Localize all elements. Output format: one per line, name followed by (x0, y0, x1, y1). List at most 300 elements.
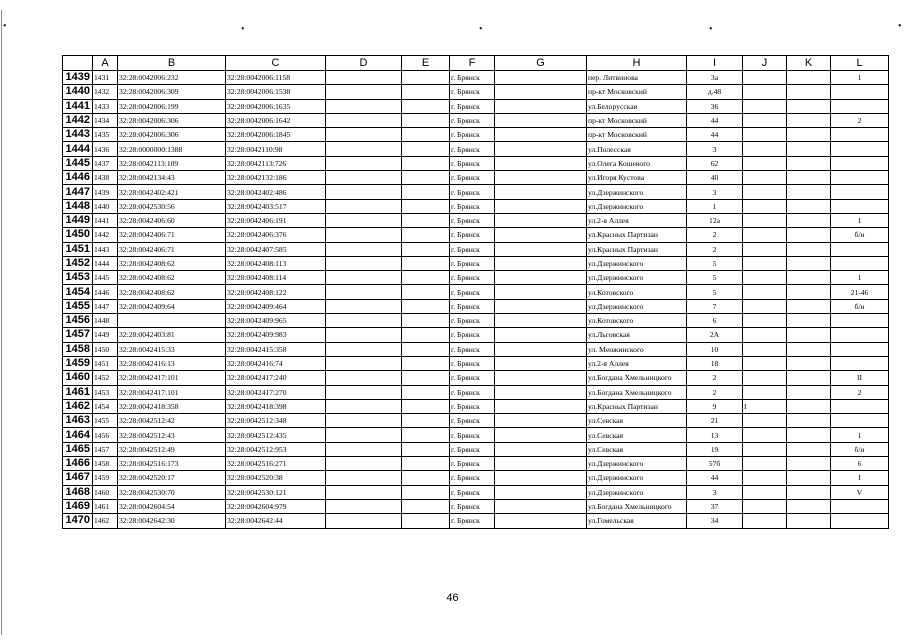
cell-col-h: ул. Менжинского (587, 342, 687, 356)
cell-col-j (743, 185, 787, 199)
cell-col-h: пр-кт Московский (587, 85, 687, 99)
cell-col-g (495, 385, 587, 399)
cell-col-g (495, 171, 587, 185)
cell-col-a: 1446 (93, 285, 118, 299)
cell-col-i: 36 (687, 99, 743, 113)
cell-col-h: ул.Красных Партизан (587, 242, 687, 256)
cell-col-i: 34 (687, 514, 743, 528)
table-row (63, 485, 889, 499)
cell-col-c: 32:28:0042110:98 (226, 142, 326, 156)
cell-col-l: II (831, 371, 889, 385)
table-row (63, 156, 889, 170)
cell-col-g (495, 471, 587, 485)
table-row (63, 399, 889, 413)
cell-col-h: ул.Красных Партизан (587, 228, 687, 242)
cell-col-g (495, 285, 587, 299)
table-row (63, 256, 889, 270)
cell-col-g (495, 228, 587, 242)
table-row (63, 371, 889, 385)
cell-col-b: 32:28:0042512:49 (118, 442, 226, 456)
cell-col-c: 32:28:0042006:1642 (226, 113, 326, 127)
table-row (63, 113, 889, 127)
cell-col-h: ул.Гомельская (587, 514, 687, 528)
table-row (63, 457, 889, 471)
cell-col-b: 32:28:0042006:309 (118, 85, 226, 99)
cell-col-l (831, 514, 889, 528)
cell-col-k (787, 428, 831, 442)
row-number-cell: 1447 (63, 185, 93, 199)
cell-col-k (787, 371, 831, 385)
cell-col-a: 1453 (93, 385, 118, 399)
cell-col-j (743, 85, 787, 99)
cell-col-c: 32:28:0042408:122 (226, 285, 326, 299)
cell-col-g (495, 185, 587, 199)
table-row (63, 442, 889, 456)
cell-col-e (402, 414, 450, 428)
cell-col-g (495, 314, 587, 328)
row-number-cell: 1469 (63, 499, 93, 513)
row-number-cell: 1443 (63, 128, 93, 142)
cell-col-h: ул.Полесская (587, 142, 687, 156)
cell-col-b: 32:28:0042415:33 (118, 342, 226, 356)
cell-col-j (743, 228, 787, 242)
row-number-cell: 1456 (63, 314, 93, 328)
cell-col-d (326, 356, 402, 370)
cell-col-e (402, 142, 450, 156)
cell-col-l (831, 414, 889, 428)
cell-col-b: 32:28:0000000:1388 (118, 142, 226, 156)
cell-col-i: 18 (687, 356, 743, 370)
cell-col-i: 2А (687, 328, 743, 342)
cell-col-h: ул.Дзержинского (587, 457, 687, 471)
page-number: 46 (446, 592, 459, 604)
cell-col-b: 32:28:0042006:199 (118, 99, 226, 113)
cell-col-h: ул.2-я Аллея (587, 213, 687, 227)
cell-col-e (402, 385, 450, 399)
cell-col-f: г. Брянск (450, 113, 495, 127)
cell-col-b: 32:28:0042113:109 (118, 156, 226, 170)
cell-col-i: 44 (687, 471, 743, 485)
cell-col-a: 1439 (93, 185, 118, 199)
cell-col-h: ул.Котовского (587, 285, 687, 299)
cell-col-k (787, 414, 831, 428)
cell-col-k (787, 285, 831, 299)
cell-col-e (402, 85, 450, 99)
cell-col-j (743, 499, 787, 513)
cell-col-l (831, 328, 889, 342)
cell-col-e (402, 113, 450, 127)
cell-col-c: 32:28:0042416:74 (226, 356, 326, 370)
cell-col-i: 2 (687, 371, 743, 385)
cell-col-b: 32:28:0042642:30 (118, 514, 226, 528)
cell-col-c: 32:28:0042418:398 (226, 399, 326, 413)
row-number-cell: 1462 (63, 399, 93, 413)
spreadsheet-table (62, 55, 889, 529)
cell-col-a: 1452 (93, 371, 118, 385)
cell-col-d (326, 299, 402, 313)
cell-col-l: 1 (831, 271, 889, 285)
cell-col-i: 10 (687, 342, 743, 356)
row-number-cell: 1452 (63, 256, 93, 270)
cell-col-k (787, 85, 831, 99)
corner-cell (63, 56, 93, 71)
cell-col-g (495, 442, 587, 456)
cell-col-b: 32:28:0042409:64 (118, 299, 226, 313)
cell-col-g (495, 399, 587, 413)
table-body (63, 71, 889, 529)
cell-col-l (831, 185, 889, 199)
scan-dot: • (709, 24, 713, 35)
cell-col-g (495, 213, 587, 227)
row-number-cell: 1460 (63, 371, 93, 385)
cell-col-b: 32:28:0042406:71 (118, 242, 226, 256)
cell-col-g (495, 256, 587, 270)
cell-col-b: 32:28:0042403:81 (118, 328, 226, 342)
cell-col-a: 1438 (93, 171, 118, 185)
cell-col-b: 32:28:0042604:54 (118, 499, 226, 513)
cell-col-j (743, 71, 787, 85)
column-header-k: K (787, 56, 831, 71)
cell-col-b: 32:28:0042006:306 (118, 113, 226, 127)
cell-col-e (402, 485, 450, 499)
cell-col-h: пр-кт Московский (587, 128, 687, 142)
row-number-cell: 1450 (63, 228, 93, 242)
cell-col-h: ул.Севская (587, 414, 687, 428)
cell-col-i: д.48 (687, 85, 743, 99)
cell-col-j (743, 199, 787, 213)
row-number-cell: 1448 (63, 199, 93, 213)
cell-col-k (787, 399, 831, 413)
cell-col-i: 19 (687, 442, 743, 456)
cell-col-e (402, 171, 450, 185)
cell-col-g (495, 142, 587, 156)
cell-col-a: 1433 (93, 99, 118, 113)
row-number-cell: 1442 (63, 113, 93, 127)
table-row (63, 385, 889, 399)
cell-col-a: 1442 (93, 228, 118, 242)
cell-col-k (787, 71, 831, 85)
table-row (63, 499, 889, 513)
cell-col-c: 32:28:0042516:271 (226, 457, 326, 471)
cell-col-b: 32:28:0042408:62 (118, 285, 226, 299)
column-header-l: L (831, 56, 889, 71)
cell-col-c: 32:28:0042132:186 (226, 171, 326, 185)
cell-col-f: г. Брянск (450, 356, 495, 370)
cell-col-a: 1459 (93, 471, 118, 485)
cell-col-h: ул.Дзержинского (587, 299, 687, 313)
cell-col-g (495, 457, 587, 471)
cell-col-i: 1 (687, 199, 743, 213)
row-number-cell: 1468 (63, 485, 93, 499)
row-number-cell: 1464 (63, 428, 93, 442)
cell-col-l: 21-46 (831, 285, 889, 299)
cell-col-e (402, 442, 450, 456)
table-row (63, 514, 889, 528)
cell-col-j (743, 328, 787, 342)
cell-col-d (326, 113, 402, 127)
cell-col-e (402, 285, 450, 299)
cell-col-e (402, 371, 450, 385)
cell-col-f: г. Брянск (450, 213, 495, 227)
table-row (63, 199, 889, 213)
table-row (63, 213, 889, 227)
cell-col-i: 37 (687, 499, 743, 513)
cell-col-h: ул.Богдана Хмельницкого (587, 371, 687, 385)
cell-col-h: ул.Богдана Хмельницкого (587, 499, 687, 513)
cell-col-f: г. Брянск (450, 142, 495, 156)
row-number-cell: 1451 (63, 242, 93, 256)
cell-col-f: г. Брянск (450, 314, 495, 328)
cell-col-e (402, 314, 450, 328)
cell-col-i: 3 (687, 485, 743, 499)
cell-col-c: 32:28:0042415:358 (226, 342, 326, 356)
cell-col-e (402, 514, 450, 528)
cell-col-j (743, 171, 787, 185)
cell-col-a: 1448 (93, 314, 118, 328)
cell-col-e (402, 185, 450, 199)
cell-col-e (402, 71, 450, 85)
cell-col-k (787, 342, 831, 356)
cell-col-f: г. Брянск (450, 199, 495, 213)
cell-col-j (743, 457, 787, 471)
row-number-cell: 1439 (63, 71, 93, 85)
cell-col-f: г. Брянск (450, 371, 495, 385)
cell-col-f: г. Брянск (450, 342, 495, 356)
cell-col-d (326, 156, 402, 170)
cell-col-e (402, 471, 450, 485)
row-number-cell: 1470 (63, 514, 93, 528)
cell-col-c: 32:28:0042417:240 (226, 371, 326, 385)
cell-col-h: ул.Дзержинского (587, 485, 687, 499)
cell-col-h: ул.Олега Кошевого (587, 156, 687, 170)
scan-dot: • (479, 24, 483, 35)
cell-col-h: ул.Дзержинского (587, 256, 687, 270)
cell-col-g (495, 242, 587, 256)
table-row (63, 328, 889, 342)
cell-col-c: 32:28:0042113:726 (226, 156, 326, 170)
cell-col-h: ул.Дзержинского (587, 199, 687, 213)
cell-col-l (831, 99, 889, 113)
cell-col-i: 3а (687, 71, 743, 85)
cell-col-k (787, 328, 831, 342)
cell-col-c: 32:28:0042409:983 (226, 328, 326, 342)
cell-col-g (495, 328, 587, 342)
cell-col-c: 32:28:0042512:348 (226, 414, 326, 428)
table-row (63, 285, 889, 299)
cell-col-e (402, 128, 450, 142)
cell-col-j (743, 256, 787, 270)
cell-col-j (743, 428, 787, 442)
cell-col-f: г. Брянск (450, 171, 495, 185)
scan-edge-line (1, 10, 2, 635)
table-row (63, 85, 889, 99)
column-header-d: D (326, 56, 402, 71)
row-number-cell: 1453 (63, 271, 93, 285)
cell-col-l (831, 199, 889, 213)
cell-col-a: 1457 (93, 442, 118, 456)
cell-col-l (831, 256, 889, 270)
cell-col-j (743, 128, 787, 142)
table-row (63, 299, 889, 313)
cell-col-g (495, 414, 587, 428)
cell-col-j (743, 285, 787, 299)
cell-col-j (743, 113, 787, 127)
cell-col-l (831, 399, 889, 413)
cell-col-i: 7 (687, 299, 743, 313)
cell-col-d (326, 342, 402, 356)
cell-col-b (118, 314, 226, 328)
cell-col-k (787, 256, 831, 270)
cell-col-d (326, 485, 402, 499)
cell-col-l: 1 (831, 71, 889, 85)
cell-col-h: ул.Дзержинского (587, 271, 687, 285)
cell-col-g (495, 156, 587, 170)
cell-col-i: 21 (687, 414, 743, 428)
cell-col-h: ул.Дзержинского (587, 185, 687, 199)
cell-col-h: ул.Дзержинского (587, 471, 687, 485)
scan-dot: • (898, 21, 902, 32)
cell-col-b: 32:28:0042006:306 (118, 128, 226, 142)
cell-col-b: 32:28:0042512:43 (118, 428, 226, 442)
cell-col-j (743, 314, 787, 328)
column-header-f: F (450, 56, 495, 71)
table-row (63, 342, 889, 356)
cell-col-c: 32:28:0042520:38 (226, 471, 326, 485)
cell-col-c: 32:28:0042408:114 (226, 271, 326, 285)
cell-col-f: г. Брянск (450, 514, 495, 528)
cell-col-f: г. Брянск (450, 285, 495, 299)
cell-col-i: 2 (687, 242, 743, 256)
table-row (63, 142, 889, 156)
cell-col-l: 2 (831, 113, 889, 127)
cell-col-a: 1440 (93, 199, 118, 213)
cell-col-h: ул.Севская (587, 428, 687, 442)
cell-col-k (787, 299, 831, 313)
table-row (63, 471, 889, 485)
cell-col-j (743, 385, 787, 399)
cell-col-g (495, 499, 587, 513)
column-header-b: B (118, 56, 226, 71)
cell-col-a: 1434 (93, 113, 118, 127)
cell-col-d (326, 499, 402, 513)
cell-col-a: 1444 (93, 256, 118, 270)
cell-col-a: 1454 (93, 399, 118, 413)
cell-col-c: 32:28:0042403:517 (226, 199, 326, 213)
row-number-cell: 1446 (63, 171, 93, 185)
cell-col-d (326, 142, 402, 156)
cell-col-b: 32:28:0042417:101 (118, 371, 226, 385)
cell-col-a: 1450 (93, 342, 118, 356)
column-header-a: A (93, 56, 118, 71)
cell-col-i: 3 (687, 185, 743, 199)
cell-col-a: 1456 (93, 428, 118, 442)
cell-col-d (326, 471, 402, 485)
cell-col-i: 44 (687, 128, 743, 142)
row-number-cell: 1467 (63, 471, 93, 485)
cell-col-l (831, 85, 889, 99)
cell-col-d (326, 428, 402, 442)
cell-col-g (495, 514, 587, 528)
cell-col-i: 5 (687, 285, 743, 299)
cell-col-j (743, 342, 787, 356)
cell-col-b: 32:28:0042530:56 (118, 199, 226, 213)
table-row (63, 99, 889, 113)
cell-col-e (402, 228, 450, 242)
row-number-cell: 1458 (63, 342, 93, 356)
cell-col-c: 32:28:0042417:270 (226, 385, 326, 399)
cell-col-a: 1455 (93, 414, 118, 428)
cell-col-a: 1461 (93, 499, 118, 513)
cell-col-f: г. Брянск (450, 385, 495, 399)
cell-col-e (402, 499, 450, 513)
cell-col-i: 13 (687, 428, 743, 442)
column-header-g: G (495, 56, 587, 71)
cell-col-k (787, 471, 831, 485)
cell-col-g (495, 356, 587, 370)
table-row (63, 428, 889, 442)
cell-col-l: I (831, 471, 889, 485)
column-header-e: E (402, 56, 450, 71)
cell-col-g (495, 113, 587, 127)
cell-col-l: б/н (831, 442, 889, 456)
row-number-cell: 1459 (63, 356, 93, 370)
row-number-cell: 1465 (63, 442, 93, 456)
cell-col-e (402, 342, 450, 356)
cell-col-j (743, 514, 787, 528)
cell-col-e (402, 242, 450, 256)
table-row (63, 171, 889, 185)
cell-col-c: 32:28:0042408:113 (226, 256, 326, 270)
cell-col-f: г. Брянск (450, 399, 495, 413)
cell-col-c: 32:28:0042406:376 (226, 228, 326, 242)
cell-col-k (787, 442, 831, 456)
cell-col-e (402, 457, 450, 471)
cell-col-c: 32:28:0042512:953 (226, 442, 326, 456)
cell-col-l: б/н (831, 299, 889, 313)
cell-col-k (787, 514, 831, 528)
cell-col-f: г. Брянск (450, 442, 495, 456)
cell-col-g (495, 85, 587, 99)
cell-col-f: г. Брянск (450, 457, 495, 471)
cell-col-l: 2 (831, 385, 889, 399)
cell-col-g (495, 342, 587, 356)
cell-col-f: г. Брянск (450, 485, 495, 499)
cell-col-e (402, 256, 450, 270)
cell-col-b: 32:28:0042134:43 (118, 171, 226, 185)
row-number-cell: 1461 (63, 385, 93, 399)
cell-col-c: 32:28:0042642:44 (226, 514, 326, 528)
cell-col-a: 1441 (93, 213, 118, 227)
cell-col-e (402, 299, 450, 313)
cell-col-i: 5 (687, 271, 743, 285)
row-number-cell: 1457 (63, 328, 93, 342)
cell-col-i: 2 (687, 228, 743, 242)
cell-col-g (495, 71, 587, 85)
table-row (63, 271, 889, 285)
cell-col-g (495, 271, 587, 285)
cell-col-d (326, 256, 402, 270)
cell-col-l (831, 356, 889, 370)
cell-col-e (402, 271, 450, 285)
table-row (63, 314, 889, 328)
cell-col-l: б/н (831, 228, 889, 242)
cell-col-d (326, 242, 402, 256)
cell-col-l (831, 242, 889, 256)
table-row (63, 128, 889, 142)
table-row (63, 356, 889, 370)
cell-col-j (743, 142, 787, 156)
cell-col-h: ул.Котовского (587, 314, 687, 328)
